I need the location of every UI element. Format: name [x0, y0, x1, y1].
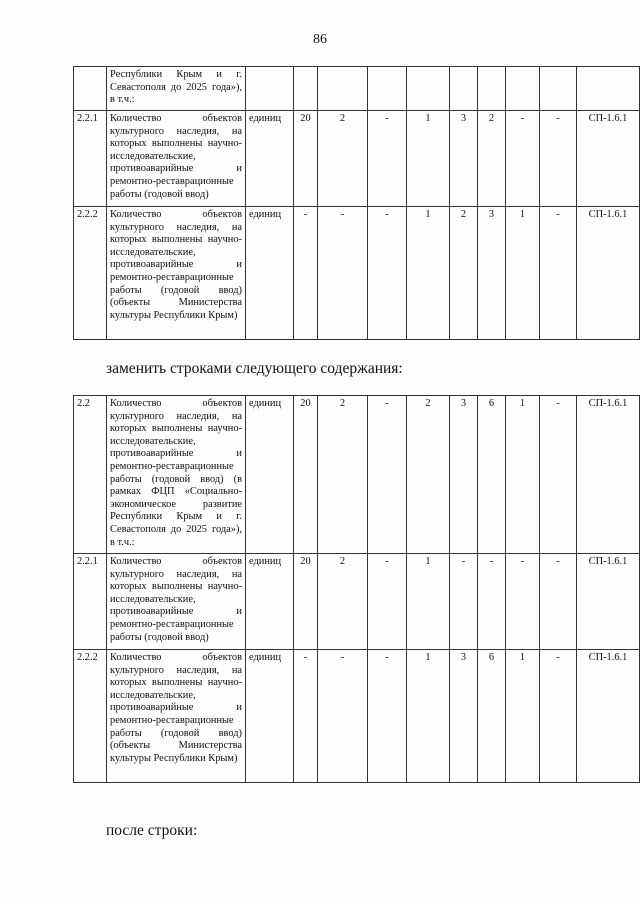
value-cell: 1 — [506, 396, 540, 554]
value-cell — [318, 67, 368, 111]
value-cell: - — [506, 111, 540, 207]
value-cell: - — [368, 111, 407, 207]
value-cell: 3 — [450, 111, 478, 207]
value-cell: 2 — [450, 207, 478, 340]
row-unit: единиц — [246, 396, 294, 554]
value-cell: 1 — [407, 207, 450, 340]
row-number: 2.2.2 — [74, 650, 107, 783]
table-row — [74, 207, 640, 340]
value-cell: - — [540, 111, 577, 207]
value-cell — [407, 67, 450, 111]
value-cell: - — [540, 650, 577, 783]
value-cell: - — [478, 554, 506, 650]
value-cell: 20 — [294, 554, 318, 650]
value-cell: - — [318, 650, 368, 783]
page-number: 86 — [313, 32, 327, 47]
value-cell: 1 — [506, 650, 540, 783]
row-unit: единиц — [246, 554, 294, 650]
code-cell: СП-1.6.1 — [577, 650, 640, 783]
value-cell: 1 — [407, 650, 450, 783]
row-unit: единиц — [246, 650, 294, 783]
value-cell: - — [294, 207, 318, 340]
value-cell: 1 — [407, 111, 450, 207]
value-cell — [450, 67, 478, 111]
indicators-table-old — [73, 66, 640, 340]
value-cell — [506, 67, 540, 111]
value-cell: 2 — [478, 111, 506, 207]
table-row — [74, 396, 640, 554]
code-cell: СП-1.6.1 — [577, 396, 640, 554]
code-cell: СП-1.6.1 — [577, 554, 640, 650]
value-cell: - — [540, 396, 577, 554]
row-description: Количество объектов культурного наследия, на которых выполнены научно-исследовательские, противоаварийные и ремонтно-реставрационные работы (годовой ввод) (объекты Министерства культуры Республики Крым) — [107, 207, 246, 340]
indicators-table-new — [73, 395, 640, 783]
value-cell: - — [368, 554, 407, 650]
value-cell: - — [506, 554, 540, 650]
value-cell: 3 — [450, 396, 478, 554]
value-cell — [478, 67, 506, 111]
value-cell: 20 — [294, 396, 318, 554]
replace-instruction: заменить строками следующего содержания: — [106, 360, 403, 377]
value-cell: - — [294, 650, 318, 783]
row-number — [74, 67, 107, 111]
row-unit — [246, 67, 294, 111]
value-cell: 3 — [450, 650, 478, 783]
value-cell: 20 — [294, 111, 318, 207]
value-cell — [577, 67, 640, 111]
row-description: Количество объектов культурного наследия, на которых выполнены научно-исследовательские, противоаварийные и ремонтно-реставрационные работы (годовой ввод) (объекты Министерства культуры Республики Крым) — [107, 650, 246, 783]
row-description: Республики Крым и г. Севастополя до 2025 года»), в т.ч.: — [107, 67, 246, 111]
row-unit: единиц — [246, 207, 294, 340]
value-cell: - — [318, 207, 368, 340]
row-number: 2.2.1 — [74, 111, 107, 207]
value-cell — [540, 67, 577, 111]
row-number: 2.2 — [74, 396, 107, 554]
table-row — [74, 67, 640, 111]
value-cell: - — [368, 650, 407, 783]
table-row — [74, 111, 640, 207]
value-cell: - — [540, 554, 577, 650]
value-cell: 3 — [478, 207, 506, 340]
value-cell: 1 — [506, 207, 540, 340]
table-row — [74, 554, 640, 650]
value-cell — [368, 67, 407, 111]
row-unit: единиц — [246, 111, 294, 207]
value-cell: 2 — [318, 554, 368, 650]
row-number: 2.2.1 — [74, 554, 107, 650]
code-cell: СП-1.6.1 — [577, 207, 640, 340]
value-cell: 2 — [407, 396, 450, 554]
value-cell: - — [450, 554, 478, 650]
code-cell: СП-1.6.1 — [577, 111, 640, 207]
value-cell: - — [540, 207, 577, 340]
after-line-instruction: после строки: — [106, 822, 198, 839]
value-cell: 6 — [478, 396, 506, 554]
value-cell: 2 — [318, 396, 368, 554]
table-row — [74, 650, 640, 783]
value-cell: - — [368, 396, 407, 554]
row-description: Количество объектов культурного наследия, на которых выполнены научно-исследовательские, противоаварийные и ремонтно-реставрационные работы (годовой ввод) — [107, 554, 246, 650]
empty-cell — [294, 67, 318, 111]
value-cell: 1 — [407, 554, 450, 650]
value-cell: - — [368, 207, 407, 340]
row-description: Количество объектов культурного наследия, на которых выполнены научно-исследовательские, противоаварийные и ремонтно-реставрационные работы (годовой ввод) — [107, 111, 246, 207]
row-description: Количество объектов культурного наследия, на которых выполнены научно-исследовательские, противоаварийные и ремонтно-реставрационные работы (годовой ввод) (в рамках ФЦП «Социально-экономическое развитие Республики Крым и г. Севастополя до 2025 года»), в т.ч.: — [107, 396, 246, 554]
value-cell: 2 — [318, 111, 368, 207]
value-cell: 6 — [478, 650, 506, 783]
row-number: 2.2.2 — [74, 207, 107, 340]
